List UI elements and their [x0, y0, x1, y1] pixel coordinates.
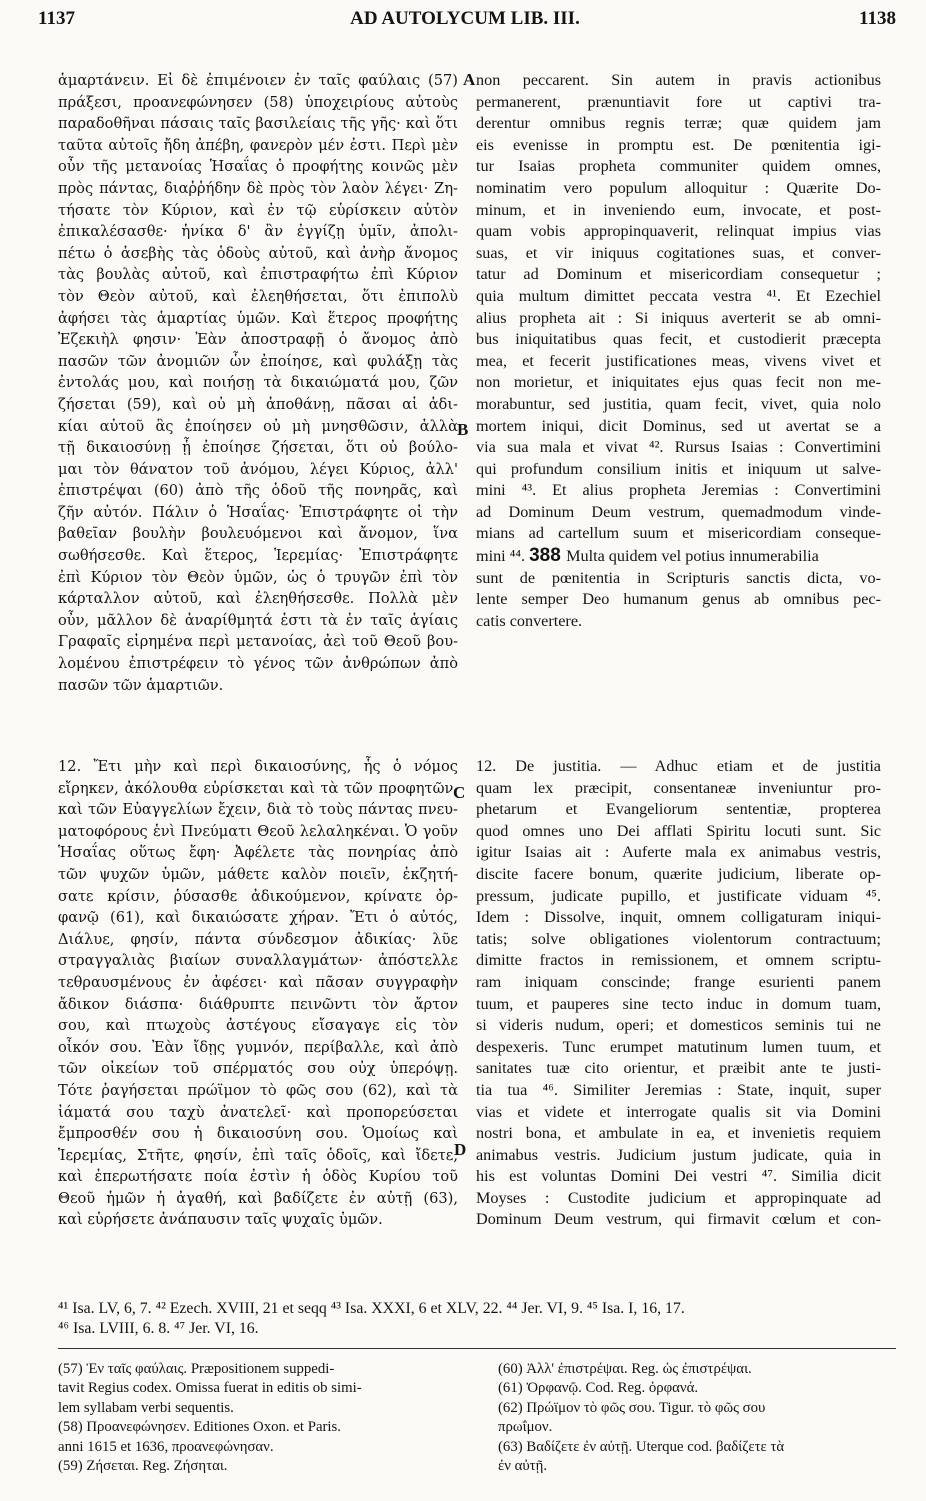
- text-line: via sua mala et vivat ⁴². Rursus Isaias : Convertimini: [476, 438, 881, 457]
- text-line: Idem : Dissolve, inquit, omnem colligaturam iniqui-: [476, 908, 881, 927]
- footnote-divider: [58, 1348, 896, 1349]
- text-line: στραγγαλιὰς βιαίων συναλλαγμάτων· ἀπόστελλε: [58, 952, 458, 970]
- latin-column-top: [476, 70, 881, 632]
- text-line: quam vobis appropinquaverit, relinquat impius vias: [476, 222, 881, 241]
- text-line: καὶ εὑρήσετε ἀνάπαυσιν ταῖς ψυχαῖς ὑμῶν.: [58, 1211, 383, 1229]
- text-line: ἐπιστρέψαι (60) ἀπὸ τῆς ὁδοῦ τῆς πονηρᾶς, καὶ: [58, 482, 458, 500]
- text-line: ἐντολάς μου, καὶ ποιήσῃ τὰ δικαιώματά μου, ζῶν: [58, 374, 458, 392]
- text-line: ad Dominum Deum vestrum, quemadmodum vinde-: [476, 502, 881, 521]
- text-line: τεθραυσμένους ἐν ἀφέσει· καὶ πᾶσαν συγγραφὴν: [58, 973, 458, 991]
- text-line: σωθήσεσθε. Καὶ ἕτερος, Ἱερεμίας· Ἐπιστράφητε: [58, 547, 458, 565]
- text-line: σατε κρίσιν, ῥύσασθε ἀδικούμενον, κρίνατε ὀρ-: [58, 887, 458, 905]
- text-line: οὖν, μᾶλλον δὲ ἀναρίθμητά ἐστι τὰ ἐν ταῖς ἁγίαις: [58, 611, 458, 629]
- text-line: nostri bona, et ambulate in ea, et invenietis requiem: [476, 1124, 881, 1143]
- text-line: despexeris. Tunc erumpet matutinum lumen tuum, et: [476, 1037, 881, 1056]
- text-line: ram iniquam conscinde; frange esurienti panem: [476, 972, 881, 991]
- footnote-line: (62) Πρώϊμον τὸ φῶς σου. Tigur. τὸ φῶς σου: [498, 1399, 766, 1416]
- footnote-line: lem syllabam verbi sequentis.: [58, 1399, 234, 1416]
- text-line: suas, et vir iniquus cogitationes suas, et conver-: [476, 243, 881, 262]
- footnote-line: (61) Ὀρφανῷ. Cod. Reg. ὀρφανά.: [498, 1380, 699, 1397]
- text-line: non morietur, et iniquitates ejus quas fecit non me-: [476, 373, 881, 392]
- text-line: non peccarent. Sin autem in pravis actionibus: [476, 71, 881, 89]
- text-line: πράξεσι, προανεφώνησεν (58) ὑποχειρίους αὐτοὺς: [58, 93, 458, 111]
- footnotes-right: [498, 1360, 890, 1476]
- text-line: ζῆν αὐτόν. Πάλιν ὁ Ἡσαΐας· Ἐπιστράφητε οἱ τὴν: [58, 503, 458, 521]
- footnote-line: (57) Ἐν ταῖς φαύλαις. Præpositionem suppedi-: [58, 1361, 335, 1377]
- footnote-line: anni 1615 et 1636, προανεφώνησαν.: [58, 1438, 274, 1455]
- footnote-line: tavit Regius codex. Omissa fuerat in editis ob simi-: [58, 1380, 362, 1397]
- text-line: κάρταλλον αὐτοῦ, καὶ ἐλεηθήσεσθε. Πολλὰ μὲν: [58, 590, 458, 608]
- text-line: καὶ τῶν Εὐαγγελίων ἔχειν, διὰ τὸ τοὺς πάντας πνευ-: [58, 801, 458, 819]
- text-line: ἔμπροσθέν σου ἡ δικαιοσύνη σου. Ὁμοίως καὶ: [58, 1125, 458, 1143]
- text-line: quam lex præcipit, consentaneæ inveniuntur pro-: [476, 778, 881, 797]
- running-title: AD AUTOLYCUM LIB. III.: [350, 8, 580, 29]
- footnote-line: (63) Βαδίζετε ἐν αὐτῇ. Uterque cod. βαδίζετε τὰ: [498, 1438, 785, 1455]
- text-line: alius propheta ait : Si iniquus averterit se ab omni-: [476, 308, 881, 327]
- text-line: mortem iniqui, dicit Dominus, sed ut avertat se a: [476, 416, 881, 435]
- text-line: Ἡσαΐας οὕτως ἔφη· Ἀφέλετε τὰς πονηρίας ἀπὸ: [58, 844, 458, 862]
- text-line: πρὸς πάντας, διαῤῥήδην δὲ πρὸς τὸν λαὸν λέγει· Ζη-: [58, 179, 458, 197]
- footnote-line: ἐν αὐτῇ.: [498, 1458, 548, 1475]
- text-line: 12. De justitia. — Adhuc etiam et de justitia: [476, 757, 881, 775]
- column-marker-c: C: [453, 783, 466, 802]
- text-line: φανῷ (61), καὶ δικαιώσατε χήραν. Ἔτι ὁ αὐτός,: [58, 909, 458, 927]
- text-line: sunt de pœnitentia in Scripturis sanctis dicta, vo-: [476, 568, 881, 587]
- text-line: ἁμαρτάνειν. Εἰ δὲ ἐπιμένοιεν ἐν ταῖς φαύλαις (57): [58, 72, 458, 89]
- text-line: βαθεῖαν βουλὴν βουλευόμενοι καὶ ἄνομον, ἵνα: [58, 525, 458, 543]
- text-line: καὶ ἐπερωτήσατε ποία ἐστὶν ἡ ὁδὸς Κυρίου τοῦ: [58, 1168, 458, 1186]
- column-marker-d: D: [454, 1140, 467, 1159]
- text-line: minum, et in inveniendo eum, invocate, et post-: [476, 200, 881, 219]
- text-line: his est voluntas Domini Dei vestri ⁴⁷. Similia dicit: [476, 1167, 881, 1186]
- text-line: qui profundum consilium initis et iniquum ut salve-: [476, 459, 881, 478]
- text-line: τῇ δικαιοσύνῃ ᾗ ἐποίησε ζήσεται, ὅτι οὐ βούλο-: [58, 439, 458, 457]
- latin-column-bottom: [476, 756, 881, 1231]
- text-line: ἐπικαλέσασθε· ἡνίκα δ' ἂν ἐγγίζῃ ὑμῖν, ἀπολι-: [58, 223, 458, 241]
- text-line: τῶν ψυχῶν ὑμῶν, μάθετε καλὸν ποιεῖν, ἐκζητή-: [58, 865, 458, 883]
- text-line: πασῶν τῶν ἀνομιῶν ὧν ἐποίησε, καὶ φυλάξῃ τὰς: [58, 352, 458, 370]
- text-line: Διάλυε, φησίν, πάντα σύνδεσμον ἀδικίας· λῦε: [58, 930, 458, 948]
- footnote-line: (58) Προανεφώνησεν. Editiones Oxon. et Paris.: [58, 1419, 342, 1436]
- text-line: μαι τὸν θάνατον τοῦ ἀνόμου, λέγει Κύριος, ἀλλ': [58, 460, 458, 478]
- text-line: Moyses : Custodite judicium et appropinquate ad: [476, 1188, 881, 1207]
- text-line: Θεοῦ ἡμῶν ἡ ἀγαθή, καὶ βαδίζετε ἐν αὐτῇ (63),: [58, 1189, 458, 1207]
- text-line: πέτω ὁ ἀσεβὴς τὰς ὁδοὺς αὐτοῦ, καὶ ἀνὴρ ἄνομος: [58, 244, 458, 262]
- text-line: Ἱερεμίας, Στῆτε, φησίν, ἐπὶ ταῖς ὁδοῖς, καὶ ἴδετε,: [58, 1146, 458, 1164]
- text-line: εἴρηκεν, ἀκόλουθα εὑρίσκεται καὶ τὰ τῶν προφητῶν,: [58, 779, 458, 797]
- footnote-line: (60) Ἀλλ' ἐπιστρέψαι. Reg. ὡς ἐπιστρέψαι.: [498, 1361, 752, 1377]
- text-line: pressum, judicate pupillo, et justificate viduam ⁴⁵.: [476, 886, 881, 905]
- text-line: quia multum dimittet peccata vestra ⁴¹. Et Ezechiel: [476, 286, 881, 305]
- text-line: mians ad cartellum suum et misericordiam conseque-: [476, 524, 881, 543]
- text-line: Dominum Deum vestrum, qui firmavit cœlum et con-: [476, 1210, 881, 1229]
- text-line: tia tua ⁴⁶. Similiter Jeremias : State, inquit, super: [476, 1080, 881, 1099]
- text-line: tur Isaias propheta communiter quidem omnes,: [476, 157, 881, 176]
- footnote-line: πρωΐμον.: [498, 1419, 553, 1436]
- text-line: catis convertere.: [476, 611, 583, 630]
- reference-line: ⁴¹ Isa. LV, 6, 7. ⁴² Ezech. XVIII, 21 et seqq ⁴³ Isa. XXXI, 6 et XLV, 22. ⁴⁴ Jer. VI, 9. ⁴⁵ Isa. I, 16, 17.: [58, 1300, 685, 1317]
- text-line: dimitte fractos in remissionem, et omnem scriptu-: [476, 951, 881, 970]
- reference-line: ⁴⁶ Isa. LVIII, 6. 8. ⁴⁷ Jer. VI, 16.: [58, 1320, 259, 1337]
- text-line: igitur Isaias ait : Auferte mala ex animabus vestris,: [476, 843, 881, 862]
- column-marker-a: A: [463, 70, 476, 89]
- text-line: ματοφόρους ἑνὶ Πνεύματι Θεοῦ λελαληκέναι. Ὁ γοῦν: [58, 822, 458, 840]
- text-line: 12. Ἔτι μὴν καὶ περὶ δικαιοσύνης, ἧς ὁ νόμος: [58, 758, 458, 775]
- text-line: discite facere bonum, quærite judicium, liberate op-: [476, 864, 881, 883]
- text-line: [476, 545, 881, 568]
- text-line: mini ⁴³. Et alius propheta Jeremias : Convertimini: [476, 481, 881, 500]
- text-line: ἄδικον διάσπα· διάθρυπτε πεινῶντι τὸν ἄρτον: [58, 995, 458, 1013]
- text-line: tuum, et pauperes sine tecto induc in domum tuam,: [476, 994, 881, 1013]
- page-header: [34, 8, 896, 38]
- text-line: κίαι αὐτοῦ ἃς ἐποίησεν οὐ μὴ μνησθῶσιν, ἀλλὰ: [58, 417, 458, 435]
- migne-page-number: 388: [529, 545, 567, 567]
- text-line: permanerent, prænuntiavit fore ut captivi tra-: [476, 92, 881, 111]
- text-line: bus iniquitatibus quas fecit, et custodierit præcepta: [476, 330, 881, 349]
- text-fragment: Multa quidem vel potius innumerabilia: [566, 547, 819, 566]
- text-line: Ἐζεκιὴλ φησιν· Ἐὰν ἀποστραφῇ ὁ ἄνομος ἀπὸ: [58, 331, 458, 349]
- text-line: Γραφαῖς εἰρημένα περὶ μετανοίας, ἀεὶ τοῦ Θεοῦ βου-: [58, 633, 458, 651]
- text-line: sanitates tuæ cito orientur, et præibit ante te justi-: [476, 1059, 881, 1078]
- greek-column-top: [58, 70, 458, 696]
- text-line: τῶν οἰκείων τοῦ σπέρματός σου οὐχ ὑπερόψῃ.: [58, 1060, 458, 1078]
- text-line: lente semper Deo humanum genus ab omnibus pec-: [476, 590, 881, 609]
- text-line: παραδοθῆναι πάσαις ταῖς βασιλείαις τῆς γῆς· καὶ ὅτι: [58, 115, 458, 133]
- text-line: πασῶν τῶν ἁμαρτιῶν.: [58, 676, 224, 694]
- text-line: λομένου ἐπιστρέφειν τὸ γένος τῶν ἀνθρώπων ἀπὸ: [58, 655, 458, 673]
- text-line: οἶκόν σου. Ἐὰν ἴδῃς γυμνόν, περίβαλλε, καὶ ἀπὸ: [58, 1038, 458, 1056]
- text-line: Τότε ῥαγήσεται πρώϊμον τὸ φῶς σου (62), καὶ τὰ: [58, 1081, 458, 1099]
- text-line: nominatim vero populum alloquitur : Quærite Do-: [476, 178, 881, 197]
- footnote-line: (59) Ζήσεται. Reg. Ζήσηται.: [58, 1458, 228, 1475]
- text-line: οὖν τῆς μετανοίας Ἡσαΐας ὁ προφήτης κοινῶς μὲν: [58, 158, 458, 176]
- text-line: vias et videte et interrogate qualis sit via Domini: [476, 1102, 881, 1121]
- text-line: tatis; solve obligationes violentorum contractuum;: [476, 929, 881, 948]
- text-line: si videris nudum, operi; et domesticos seminis tui ne: [476, 1016, 881, 1035]
- text-line: morabuntur, sed justitia, quam fecit, vivet, quia nolo: [476, 394, 881, 413]
- text-line: ζήσεται (59), καὶ οὐ μὴ ἀποθάνῃ, πᾶσαι αἱ ἀδι-: [58, 395, 458, 413]
- text-line: mea, et fecerit justificationes meas, vivens vivet et: [476, 351, 881, 370]
- page-number-right: 1138: [859, 8, 896, 29]
- text-line: τὸν Θεὸν αὐτοῦ, καὶ ἐλεηθήσεται, ὅτι ἐπιπολὺ: [58, 287, 458, 305]
- text-fragment: mini ⁴⁴.: [476, 547, 530, 566]
- text-line: quod omnes uno Dei afflati Spiritu locuti sunt. Sic: [476, 821, 881, 840]
- text-line: σου, καὶ πτωχοὺς ἀστέγους εἴσαγαγε εἰς τὸν: [58, 1017, 458, 1035]
- text-line: τὰς βουλὰς αὐτοῦ, καὶ ἐπιστραφήτω ἐπὶ Κύριον: [58, 266, 458, 284]
- text-line: ἰάματά σου ταχὺ ἀνατελεῖ· καὶ προπορεύσεται: [58, 1103, 458, 1121]
- text-line: animabus vestris. Judicium justum judicate, quia in: [476, 1145, 881, 1164]
- text-line: derentur omnibus regnis terræ; quæ quidem jam: [476, 114, 881, 133]
- scripture-references: [58, 1299, 896, 1339]
- page-number-left: 1137: [38, 8, 75, 29]
- text-line: ἐπὶ Κύριον τὸν Θεὸν ὑμῶν, ὡς ὁ τρυγῶν ἐπὶ τὸν: [58, 568, 458, 586]
- greek-column-bottom: [58, 756, 458, 1231]
- text-line: ταῦτα αὐτοῖς ἤδη ἀπέβη, φανερὸν μέν ἐστι. Περὶ μὲν: [58, 136, 458, 154]
- text-line: eis evenisse in promptu est. De pœnitentia igi-: [476, 135, 881, 154]
- column-marker-b: B: [457, 420, 469, 439]
- text-line: phetarum et Evangeliorum sententiæ, propterea: [476, 800, 881, 819]
- text-line: τήσατε τὸν Κύριον, καὶ ἐν τῷ εὑρίσκειν αὐτὸν: [58, 201, 458, 219]
- footnotes-left: [58, 1360, 458, 1476]
- text-line: ἀφήσει τὰς ἁμαρτίας ὑμῶν. Καὶ ἕτερος προφήτης: [58, 309, 458, 327]
- text-line: tatur ad Dominum et misericordiam consequetur ;: [476, 265, 881, 284]
